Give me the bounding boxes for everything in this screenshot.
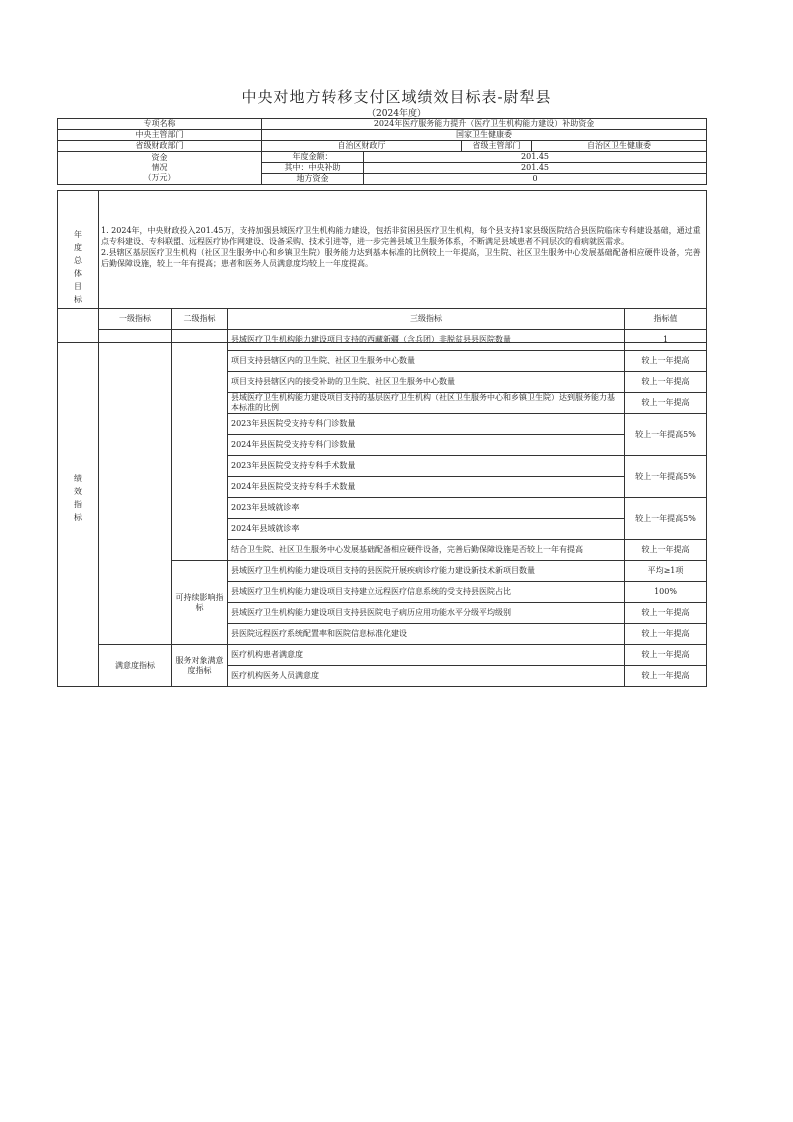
indicator-text: 县域医疗卫生机构能力建设项目支持县医院电子病历应用功能水平分级平均级别 — [228, 603, 625, 624]
perf-label-char: 指 — [74, 499, 82, 509]
table-row — [58, 330, 707, 351]
level1-output-cell — [99, 330, 172, 645]
indicator-text: 2024年县域就诊率 — [228, 519, 625, 540]
indicator-value: 较上一年提高5% — [625, 414, 707, 456]
page-title: 中央对地方转移支付区域绩效目标表-尉犁县 — [241, 88, 552, 106]
perf-label-char: 绩 — [74, 473, 82, 483]
perf-label — [58, 309, 99, 687]
indicator-value: 较上一年提高 — [625, 645, 707, 666]
table-row — [58, 130, 707, 141]
table-row — [58, 119, 707, 130]
indicator-text: 2023年县医院受支持专科手术数量 — [228, 456, 625, 477]
goal-label-char: 体 — [74, 268, 82, 278]
annual-amount-label: 年度金额： — [262, 152, 364, 163]
indicator-value: 较上一年提高 — [625, 351, 707, 372]
perf-label-char: 效 — [74, 486, 82, 496]
goal-label-char: 总 — [74, 255, 82, 265]
basic-info-table — [57, 118, 707, 185]
prov-finance-label: 省级财政部门 — [58, 141, 262, 152]
indicator-value: 平均≥1项 — [625, 561, 707, 582]
goal-label-char: 目 — [74, 281, 82, 291]
central-subsidy-value: 201.45 — [364, 163, 707, 174]
goal-paragraph: 1. 2024年，中央财政投入201.45万，支持加强县域医疗卫生机构能力建设，包括非贫困县医疗卫生机构，每个县支持1家县级医院结合县医院临床专科建设基础，通过重点专科建设、专科联盟、远程医疗协作网建设、设备采购、技术引进等，进一步完善县域卫生服务体系，不断满足县域患者不同层次的看病就医需求。 — [101, 226, 701, 246]
page-subtitle: （2024年度） — [367, 109, 426, 119]
level2-output-cell — [172, 330, 228, 561]
satisfaction-level2: 服务对象满意度指标 — [172, 645, 228, 687]
central-dept-value: 国家卫生健康委 — [262, 130, 707, 141]
indicator-text: 医疗机构患者满意度 — [228, 645, 625, 666]
funds-label — [58, 152, 262, 185]
table-row — [58, 645, 707, 666]
indicator-text: 县域医疗卫生机构能力建设项目支持的基层医疗卫生机构（社区卫生服务中心和乡镇卫生院）达到服务能力基本标准的比例 — [228, 393, 625, 414]
indicator-value: 较上一年提高5% — [625, 456, 707, 498]
project-name-value: 2024年医疗服务能力提升（医疗卫生机构能力建设）补助资金 — [262, 119, 707, 130]
indicator-value: 较上一年提高 — [625, 603, 707, 624]
indicator-value: 较上一年提高 — [625, 393, 707, 414]
local-funds-label: 地方资金 — [262, 174, 364, 185]
indicator-text: 2023年县医院受支持专科门诊数量 — [228, 414, 625, 435]
central-dept-label: 中央主管部门 — [58, 130, 262, 141]
prov-finance-value: 自治区财政厅 — [262, 141, 462, 152]
goal-label-char: 标 — [74, 294, 82, 304]
indicator-value: 100% — [625, 582, 707, 603]
indicator-value: 较上一年提高 — [625, 624, 707, 645]
performance-table — [57, 308, 707, 687]
indicator-text: 结合卫生院、社区卫生服务中心发展基础配备相应硬件设备，完善后勤保障设施是否较上一年有提高 — [228, 540, 625, 561]
indicator-text: 县域医疗卫生机构能力建设项目支持的县医院开展疾病诊疗能力建设新技术新项目数量 — [228, 561, 625, 582]
perf-label-char: 标 — [74, 512, 82, 522]
header-level1: 一级指标 — [99, 309, 172, 330]
table-row — [58, 141, 707, 152]
indicator-text: 2023年县域就诊率 — [228, 498, 625, 519]
indicator-text: 医疗机构医务人员满意度 — [228, 666, 625, 687]
indicator-text: 2024年县医院受支持专科手术数量 — [228, 477, 625, 498]
header-value: 指标值 — [625, 309, 707, 330]
goal-paragraph: 2.县辖区基层医疗卫生机构（社区卫生服务中心和乡镇卫生院）服务能力达到基本标准的比例较上一年提高，卫生院、社区卫生服务中心发展基础配备相应硬件设备，完善后勤保障设施，较上一年有提高；患者和医务人员满意度均较上一年度提高。 — [101, 248, 701, 268]
header-level3: 三级指标 — [228, 309, 625, 330]
funds-label-line: （万元） — [143, 173, 176, 182]
indicator-text: 项目支持县辖区内的卫生院、社区卫生服务中心数量 — [228, 351, 625, 372]
indicator-text: 2024年县医院受支持专科门诊数量 — [228, 435, 625, 456]
indicator-value: 较上一年提高 — [625, 372, 707, 393]
goal-label-char: 年 — [74, 229, 82, 239]
indicator-value: 1 — [625, 330, 707, 351]
project-name-label: 专项名称 — [58, 119, 262, 130]
indicator-value: 较上一年提高 — [625, 540, 707, 561]
sustain-label: 可持续影响指标 — [172, 561, 228, 645]
local-funds-value: 0 — [364, 174, 707, 185]
indicator-text: 县域医疗卫生机构能力建设项目支持的西藏新疆（含兵团）非脱贫县县医院数量 — [228, 330, 625, 351]
funds-label-line: 情况 — [151, 163, 168, 172]
satisfaction-level1: 满意度指标 — [99, 645, 172, 687]
goal-label-char: 度 — [74, 242, 82, 252]
annual-amount-value: 201.45 — [364, 152, 707, 163]
indicator-value: 较上一年提高5% — [625, 498, 707, 540]
indicator-text: 项目支持县辖区内的接受补助的卫生院、社区卫生服务中心数量 — [228, 372, 625, 393]
indicator-text: 县域医疗卫生机构能力建设项目支持建立远程医疗信息系统的受支持县医院占比 — [228, 582, 625, 603]
prov-dept-label: 省级主管部门 — [462, 141, 532, 152]
indicator-text: 县医院远程医疗系统配置率和医院信息标准化建设 — [228, 624, 625, 645]
table-row — [58, 152, 707, 163]
funds-label-line: 资金 — [151, 153, 168, 162]
indicator-value: 较上一年提高 — [625, 666, 707, 687]
table-header-row — [58, 309, 707, 330]
header-level2: 二级指标 — [172, 309, 228, 330]
central-subsidy-label: 其中：中央补助 — [262, 163, 364, 174]
prov-dept-value: 自治区卫生健康委 — [532, 141, 707, 152]
